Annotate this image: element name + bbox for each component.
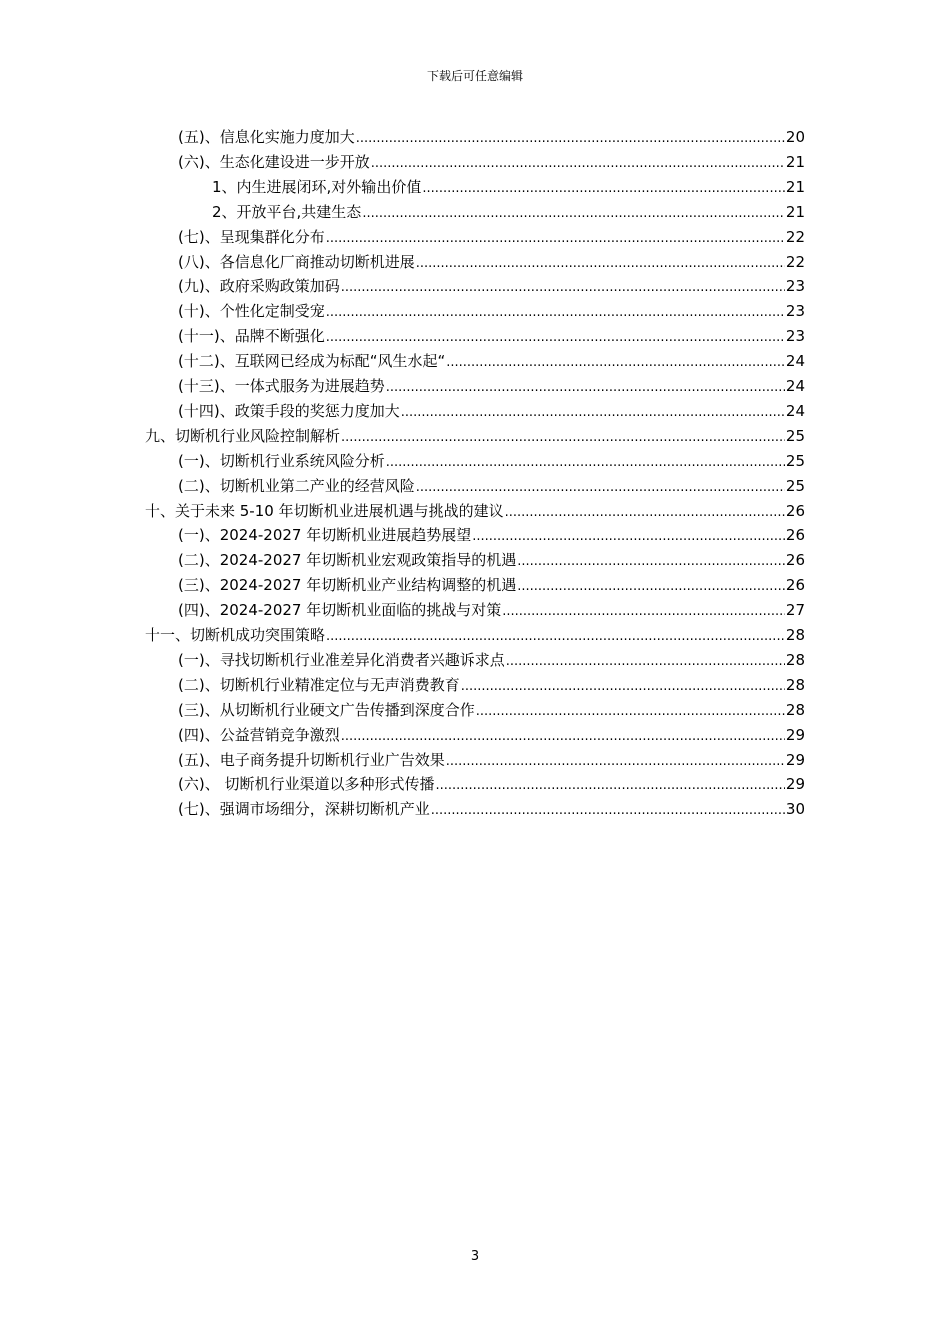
toc-entry-title: (八)、各信息化厂商推动切断机进展 (178, 252, 415, 271)
toc-leader-dots (401, 402, 785, 422)
toc-entry-title: (五)、电子商务提升切断机行业广告效果 (178, 750, 445, 769)
toc-entry-page: 23 (785, 277, 805, 296)
toc-entry[interactable] (178, 674, 805, 696)
toc-entry-title: (一)、寻找切断机行业准差异化消费者兴趣诉求点 (178, 650, 505, 669)
toc-entry-page: 25 (785, 451, 805, 470)
toc-entry-title: (九)、政府采购政策加码 (178, 277, 340, 296)
toc-leader-dots (326, 626, 785, 646)
toc-leader-dots (341, 277, 785, 297)
toc-entry[interactable] (178, 151, 805, 173)
toc-entry-page: 25 (785, 426, 805, 445)
toc-entry-title: (二)、2024-2027 年切断机业宏观政策指导的机遇 (178, 551, 517, 570)
toc-entry-title: 2、开放平台,共建生态 (212, 202, 362, 221)
toc-entry-title: 九、切断机行业风险控制解析 (145, 426, 341, 445)
toc-leader-dots (386, 452, 785, 472)
toc-leader-dots (326, 302, 785, 322)
toc-entry-title: (七)、强调市场细分，深耕切断机产业 (178, 800, 430, 819)
toc-entry[interactable] (178, 524, 805, 546)
toc-entry[interactable] (178, 325, 805, 347)
toc-leader-dots (371, 153, 785, 173)
toc-entry[interactable] (178, 574, 805, 596)
toc-entry[interactable] (178, 251, 805, 273)
toc-entry[interactable] (178, 226, 805, 248)
toc-entry-title: (七)、呈现集群化分布 (178, 227, 325, 246)
toc-leader-dots (435, 775, 784, 795)
toc-entry-page: 22 (785, 227, 805, 246)
toc-entry[interactable] (178, 649, 805, 671)
toc-entry-page: 26 (785, 501, 805, 520)
toc-entry[interactable] (178, 300, 805, 322)
toc-leader-dots (461, 676, 785, 696)
toc-leader-dots (506, 651, 785, 671)
toc-entry-page: 26 (785, 551, 805, 570)
toc-leader-dots (416, 477, 785, 497)
toc-entry-title: (十二)、互联网已经成为标配“风生水起“ (178, 352, 446, 371)
toc-entry-title: (十四)、政策手段的奖惩力度加大 (178, 401, 400, 420)
toc-leader-dots (476, 701, 785, 721)
toc-entry[interactable] (212, 201, 805, 223)
toc-entry-page: 28 (785, 675, 805, 694)
toc-entry[interactable] (178, 549, 805, 571)
toc-leader-dots (416, 253, 785, 273)
toc-entry-title: (六)、生态化建设进一步开放 (178, 152, 370, 171)
toc-entry-page: 21 (785, 177, 805, 196)
toc-leader-dots (356, 128, 785, 148)
toc-entry-page: 24 (785, 377, 805, 395)
toc-leader-dots (431, 800, 785, 820)
toc-entry-title: (一)、切断机行业系统风险分析 (178, 451, 385, 470)
toc-entry-title: (六)、 切断机行业渠道以多种形式传播 (178, 775, 435, 794)
toc-entry-title: 十一、切断机成功突围策略 (145, 626, 326, 644)
toc-entry[interactable] (178, 375, 805, 397)
toc-entry[interactable] (178, 126, 805, 148)
toc-entry-page: 22 (785, 252, 805, 271)
toc-entry-page: 21 (785, 202, 805, 221)
toc-leader-dots (472, 526, 785, 546)
toc-entry-page: 29 (785, 750, 805, 769)
toc-entry[interactable] (178, 400, 805, 422)
toc-entry-title: (三)、2024-2027 年切断机业产业结构调整的机遇 (178, 576, 517, 595)
toc-entry[interactable] (145, 624, 805, 646)
toc-entry-page: 29 (785, 725, 805, 744)
toc-entry[interactable] (178, 724, 805, 746)
toc-entry[interactable] (212, 176, 805, 198)
toc-entry-page: 27 (785, 601, 805, 620)
toc-entry-page: 21 (785, 152, 805, 171)
toc-entry-page: 29 (785, 775, 805, 794)
toc-entry[interactable] (178, 798, 805, 820)
toc-entry-page: 26 (785, 526, 805, 545)
toc-entry-title: (十)、个性化定制受宠 (178, 302, 325, 321)
toc-entry[interactable] (145, 500, 805, 522)
toc-entry[interactable] (178, 350, 805, 372)
toc-leader-dots (517, 576, 785, 596)
toc-entry-page: 24 (785, 401, 805, 420)
toc-leader-dots (422, 178, 785, 198)
toc-entry-title: (一)、2024-2027 年切断机业进展趋势展望 (178, 526, 472, 545)
toc-entry-page: 30 (785, 800, 805, 819)
toc-entry-title: (二)、切断机业第二产业的经营风险 (178, 476, 415, 495)
toc-leader-dots (502, 601, 785, 621)
toc-entry-page: 23 (785, 302, 805, 321)
toc-entry[interactable] (178, 773, 805, 795)
toc-leader-dots (341, 427, 785, 447)
toc-entry[interactable] (178, 475, 805, 497)
toc-leader-dots (446, 352, 785, 372)
toc-entry-title: 十、关于未来 5-10 年切断机业进展机遇与挑战的建议 (145, 501, 504, 520)
toc-entry-title: (二)、切断机行业精准定位与无声消费教育 (178, 675, 460, 694)
toc-entry-page: 20 (785, 128, 805, 146)
toc-entry-page: 24 (785, 352, 805, 371)
toc-entry[interactable] (178, 699, 805, 721)
toc-entry-page: 26 (785, 576, 805, 595)
toc-entry-title: (十一)、品牌不断强化 (178, 327, 325, 346)
page-number: 3 (470, 1249, 480, 1264)
toc-entry-page: 28 (785, 650, 805, 669)
toc-leader-dots (362, 203, 785, 223)
toc-leader-dots (326, 228, 785, 248)
toc-entry-title: (五)、信息化实施力度加大 (178, 128, 355, 146)
toc-leader-dots (446, 751, 785, 771)
toc-entry-page: 25 (785, 476, 805, 495)
page-header: 下载后可任意编辑 (426, 69, 523, 83)
toc-leader-dots (326, 327, 785, 347)
toc-entry-title: (十三)、一体式服务为进展趋势 (178, 377, 385, 395)
toc-entry[interactable] (178, 275, 805, 297)
toc-entry[interactable] (178, 599, 805, 621)
toc-entry-page: 28 (785, 626, 805, 644)
toc-entry-title: (三)、从切断机行业硬文广告传播到深度合作 (178, 700, 475, 719)
toc-entry[interactable] (145, 425, 805, 447)
toc-entry-title: (四)、2024-2027 年切断机业面临的挑战与对策 (178, 601, 502, 620)
toc-entry-title: (四)、公益营销竞争激烈 (178, 725, 340, 744)
toc-entry-page: 23 (785, 327, 805, 346)
toc-entry[interactable] (178, 450, 805, 472)
toc-leader-dots (505, 502, 785, 522)
toc-entry-page: 28 (785, 700, 805, 719)
toc-entry[interactable] (178, 749, 805, 771)
toc-leader-dots (386, 377, 785, 397)
toc-leader-dots (517, 551, 785, 571)
toc-entry-title: 1、内生进展闭环,对外输出价值 (212, 177, 422, 196)
toc-leader-dots (341, 726, 785, 746)
